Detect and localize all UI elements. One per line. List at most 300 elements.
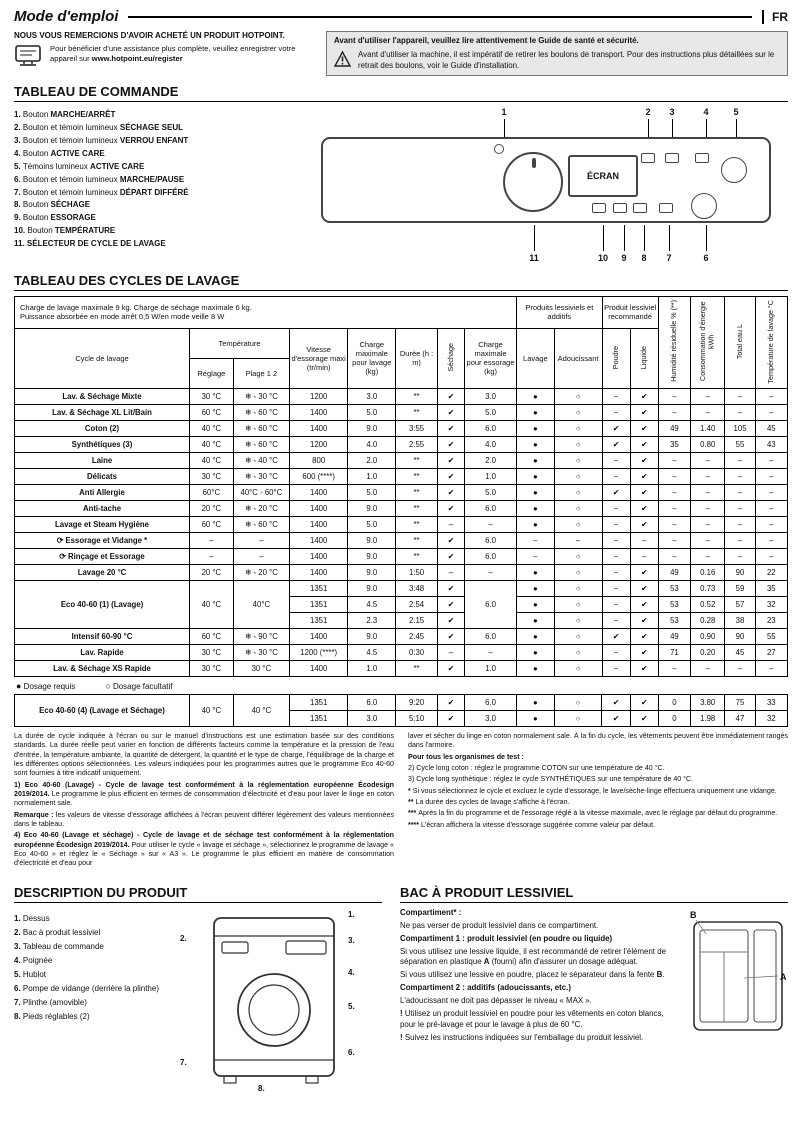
command-list-item: 10. Bouton TEMPÉRATURE xyxy=(14,226,116,236)
description-list-item: 2. Bac à produit lessiviel xyxy=(14,927,101,937)
knob-marker xyxy=(532,158,536,168)
cycle-value-cell: – xyxy=(190,532,234,548)
cycle-value-cell: ✔ xyxy=(630,388,658,404)
note-paragraph xyxy=(14,811,394,830)
text-segment: . xyxy=(662,970,665,980)
text-segment: Ne pas verser de produit lessiviel dans ce compartiment. xyxy=(400,920,599,930)
cycle-value-cell: – xyxy=(725,484,755,500)
cycle-value-cell: ❄ - 20 °C xyxy=(233,564,289,580)
cycle-value-cell: 30 °C xyxy=(190,388,234,404)
cycle-value-cell: 5.0 xyxy=(348,516,396,532)
detergent-drawer-diagram xyxy=(688,908,788,1040)
cycle-value-cell: ✔ xyxy=(437,580,464,596)
text-segment: Bouton xyxy=(22,200,51,210)
cycle-value-cell: 5.0 xyxy=(464,484,516,500)
cycle-value-cell: 105 xyxy=(725,420,755,436)
cycle-row xyxy=(15,468,788,484)
description-list-item: 1. Dessus xyxy=(14,913,50,923)
cycle-value-cell: 0.16 xyxy=(691,564,725,580)
cycle-value-cell: ○ xyxy=(554,612,602,628)
cycle-value-cell: 1:50 xyxy=(396,564,438,580)
text-segment: B xyxy=(656,970,663,980)
callout-number: 6 xyxy=(703,252,709,263)
text-segment: Après la fin du programme et de l'essorage réglé à la vitesse maximale, avec le réglage par défaut du programme. xyxy=(418,809,778,818)
dosage-facultatif-icon: ○ xyxy=(105,680,111,691)
callout-line xyxy=(624,225,625,251)
cycle-value-cell: ✔ xyxy=(630,596,658,612)
cycle-value-cell: – xyxy=(658,452,690,468)
cycle-value-cell: – xyxy=(755,500,787,516)
cycle-value-cell: 1351 xyxy=(290,694,348,710)
header-liquide xyxy=(630,328,658,388)
command-section xyxy=(14,107,788,265)
cycle-value-cell: – xyxy=(602,388,630,404)
cycle-value-cell: – xyxy=(190,548,234,564)
callout-line xyxy=(669,225,670,251)
cycle-value-cell: 40 °C xyxy=(190,436,234,452)
section-title-commande: TABLEAU DE COMMANDE xyxy=(14,84,788,102)
callout-number: 8 xyxy=(641,252,647,263)
cycle-value-cell: 40 °C xyxy=(190,452,234,468)
cycle-value-cell: 3.0 xyxy=(348,388,396,404)
legend-dosage-requis xyxy=(16,681,75,691)
cycle-value-cell: ● xyxy=(517,694,555,710)
cycle-value-cell: ✔ xyxy=(437,548,464,564)
cycle-name-cell: Anti Allergie xyxy=(15,484,190,500)
cycle-value-cell: – xyxy=(755,660,787,676)
register-url: www.hotpoint.eu/register xyxy=(91,54,183,64)
cycle-value-cell: 6.0 xyxy=(464,420,516,436)
panel-button xyxy=(659,203,673,213)
max-load-note-line1: Charge de lavage maximale 9 kg. Charge de séchage maximale 6 kg. xyxy=(20,303,252,313)
cycle-value-cell: 55 xyxy=(755,628,787,644)
cycle-value-cell: – xyxy=(233,532,289,548)
text-segment: *** xyxy=(408,809,419,818)
cycle-value-cell: 1351 xyxy=(290,596,348,612)
cycle-value-cell: ✔ xyxy=(630,644,658,660)
cycle-value-cell: – xyxy=(554,532,602,548)
control-panel xyxy=(321,137,771,223)
cycle-value-cell: 71 xyxy=(658,644,690,660)
cycle-value-cell: – xyxy=(691,532,725,548)
header-cycle: Cycle de lavage xyxy=(15,328,190,388)
cycle-value-cell: ● xyxy=(517,420,555,436)
callout-number: 7. xyxy=(180,1057,187,1067)
cycle-value-cell: – xyxy=(755,484,787,500)
header-temperature-lavage-label: Température de lavage °C xyxy=(766,299,776,384)
cycle-value-cell: ✔ xyxy=(630,420,658,436)
cycle-value-cell: 3.0 xyxy=(348,710,396,726)
cycle-value-cell: 0.80 xyxy=(691,436,725,452)
cycle-value-cell: ○ xyxy=(554,388,602,404)
cycle-value-cell: 22 xyxy=(755,564,787,580)
cycle-value-cell: ✔ xyxy=(602,484,630,500)
cycle-value-cell: 9.0 xyxy=(348,532,396,548)
cycle-value-cell: ○ xyxy=(554,500,602,516)
cycle-value-cell: 1351 xyxy=(290,580,348,596)
cycle-value-cell: ❄ - 30 °C xyxy=(233,388,289,404)
cycle-value-cell: 1.0 xyxy=(348,468,396,484)
text-segment: Compartiment* : xyxy=(400,907,462,917)
text-segment: SÉCHAGE SEUL xyxy=(119,122,183,132)
header-reglage: Réglage xyxy=(190,358,234,388)
cycle-value-cell: 5.0 xyxy=(348,404,396,420)
cycle-value-cell: 30 °C xyxy=(190,660,234,676)
cycle-value-cell: 2:55 xyxy=(396,436,438,452)
cycle-value-cell: 35 xyxy=(658,436,690,452)
cycle-value-cell: – xyxy=(658,468,690,484)
cycle-value-cell: – xyxy=(725,468,755,484)
cycle-value-cell: 20 °C xyxy=(190,564,234,580)
cycle-name-cell: Lav. & Séchage Mixte xyxy=(15,388,190,404)
dosage-requis-icon: ● xyxy=(16,680,22,691)
cycle-value-cell: 60 °C xyxy=(190,628,234,644)
text-segment: VERROU ENFANT xyxy=(119,135,189,145)
cycle-value-cell: ○ xyxy=(554,484,602,500)
text-segment: Le programme le plus efficient en termes de consommation d'électricité et d'eau pour laver le linge en coton normalement sale. xyxy=(14,789,394,808)
cycle-value-cell: 27 xyxy=(755,644,787,660)
cycle-value-cell: 40 °C xyxy=(190,694,234,726)
cycle-row xyxy=(15,500,788,516)
cycle-value-cell: ○ xyxy=(554,644,602,660)
description-section xyxy=(14,877,382,1104)
cycle-value-cell: ❄ - 20 °C xyxy=(233,500,289,516)
cycle-value-cell: 4.5 xyxy=(348,596,396,612)
cycle-value-cell: 0 xyxy=(658,694,690,710)
cycle-value-cell: 1400 xyxy=(290,564,348,580)
panel-button xyxy=(695,153,709,163)
cycle-value-cell: 75 xyxy=(725,694,755,710)
cycle-value-cell: 2:15 xyxy=(396,612,438,628)
header-temperature-lavage xyxy=(755,296,787,388)
cycle-value-cell: ✔ xyxy=(437,532,464,548)
callout-number: 3. xyxy=(348,935,355,945)
cycle-value-cell: – xyxy=(658,532,690,548)
cycle-value-cell: ✔ xyxy=(437,694,464,710)
note-paragraph xyxy=(14,732,394,779)
header-adoucissant: Adoucissant xyxy=(554,328,602,388)
cycle-value-cell: ✔ xyxy=(630,580,658,596)
max-load-note-line2: Puissance absorbée en mode arrêt 0,5 W/en mode veille 8 W xyxy=(20,312,225,322)
cycle-value-cell: 1400 xyxy=(290,420,348,436)
cycle-value-cell: – xyxy=(630,548,658,564)
cycle-row xyxy=(15,436,788,452)
text-segment: SÉCHAGE xyxy=(50,200,91,210)
cycle-value-cell: ○ xyxy=(554,564,602,580)
cycle-value-cell: – xyxy=(691,484,725,500)
cycle-value-cell: ** xyxy=(396,484,438,500)
cycle-value-cell: ● xyxy=(517,580,555,596)
text-segment: Bouton xyxy=(22,109,51,119)
cycle-value-cell: 800 xyxy=(290,452,348,468)
notes-left xyxy=(14,732,394,871)
cycle-value-cell: 3:55 xyxy=(396,420,438,436)
cycle-value-cell: 0 xyxy=(658,710,690,726)
cycle-value-cell: ❄ - 60 °C xyxy=(233,420,289,436)
cycle-value-cell: 30 °C xyxy=(190,644,234,660)
cycle-value-cell: ✔ xyxy=(437,388,464,404)
text-segment: ACTIVE CARE xyxy=(50,148,105,158)
cycle-value-cell: 49 xyxy=(658,420,690,436)
cycle-value-cell: ❄ - 40 °C xyxy=(233,452,289,468)
cycle-name-cell: ⟳ Essorage et Vidange * xyxy=(15,532,190,548)
cycle-value-cell: 9.0 xyxy=(348,420,396,436)
safety-notice-box xyxy=(326,31,788,76)
cycle-value-cell: ❄ - 90 °C xyxy=(233,628,289,644)
page-title: Mode d'emploi xyxy=(14,8,119,25)
cycle-value-cell: – xyxy=(755,532,787,548)
cycle-value-cell: 53 xyxy=(658,612,690,628)
cycle-value-cell: 1.0 xyxy=(464,468,516,484)
callout-number: 4 xyxy=(703,106,709,117)
cycle-value-cell: – xyxy=(755,452,787,468)
note-paragraph xyxy=(408,821,788,830)
callout-line xyxy=(504,119,505,137)
cycle-value-cell: 1400 xyxy=(290,404,348,420)
cycle-value-cell: – xyxy=(725,500,755,516)
cycle-value-cell: – xyxy=(602,404,630,420)
cycle-value-cell: – xyxy=(602,468,630,484)
text-segment: La durée des cycles de lavage s'affiche à l'écran. xyxy=(415,797,570,806)
description-item-label: Pieds réglables (2) xyxy=(22,1011,90,1021)
cycle-row xyxy=(15,580,788,596)
callout-line xyxy=(736,119,737,137)
register-text xyxy=(50,44,316,72)
cycle-value-cell: ● xyxy=(517,612,555,628)
header-poudre xyxy=(602,328,630,388)
cycle-value-cell: ○ xyxy=(554,468,602,484)
note-paragraph xyxy=(408,798,788,807)
cycle-value-cell: – xyxy=(725,452,755,468)
callout-line xyxy=(672,119,673,137)
cycle-value-cell: ❄ - 30 °C xyxy=(233,468,289,484)
cycle-value-cell: ● xyxy=(517,660,555,676)
cycle-row xyxy=(15,404,788,420)
cycle-value-cell: 3.0 xyxy=(464,388,516,404)
text-segment: MARCHE/ARRÊT xyxy=(50,109,116,119)
cycle-value-cell: 53 xyxy=(658,580,690,596)
cycle-value-cell: 23 xyxy=(755,612,787,628)
cycle-value-cell: – xyxy=(725,388,755,404)
callout-number: 8. xyxy=(258,1083,265,1093)
cycle-value-cell: 6.0 xyxy=(464,694,516,710)
cycle-value-cell: ○ xyxy=(554,660,602,676)
text-segment: SÉLECTEUR DE CYCLE DE LAVAGE xyxy=(26,239,166,249)
cycle-value-cell: – xyxy=(691,388,725,404)
cycle-value-cell: ○ xyxy=(554,548,602,564)
cycle-value-cell: ✔ xyxy=(630,404,658,420)
legend-dosage-facultatif-label: Dosage facultatif xyxy=(112,681,173,691)
cycle-value-cell: ✔ xyxy=(437,420,464,436)
callout-number: 9 xyxy=(621,252,627,263)
cycle-name-cell: Délicats xyxy=(15,468,190,484)
cycle-value-cell: 60 °C xyxy=(190,516,234,532)
description-item-label: Plinthe (amovible) xyxy=(22,997,87,1007)
cycle-value-cell: 3:48 xyxy=(396,580,438,596)
cycle-value-cell: 55 xyxy=(725,436,755,452)
description-item-label: Poignée xyxy=(22,955,53,965)
cycle-value-cell: – xyxy=(437,516,464,532)
cycle-value-cell: 47 xyxy=(725,710,755,726)
cycle-value-cell: – xyxy=(658,500,690,516)
cycle-value-cell: ● xyxy=(517,500,555,516)
cycle-value-cell: – xyxy=(658,404,690,420)
header-poudre-label: Poudre xyxy=(610,345,620,369)
cycle-value-cell: ● xyxy=(517,404,555,420)
text-segment: ** xyxy=(408,797,416,806)
cycle-value-cell: ✔ xyxy=(630,484,658,500)
cycle-value-cell: ✔ xyxy=(602,436,630,452)
cycle-row xyxy=(15,452,788,468)
language-badge: FR xyxy=(762,10,788,24)
cycle-value-cell: 2.0 xyxy=(464,452,516,468)
header-humidite-label: Humidité résiduelle % (**) xyxy=(669,300,679,383)
cycle-value-cell: 1200 xyxy=(290,388,348,404)
cycle-value-cell: ✔ xyxy=(602,694,630,710)
cycle-row xyxy=(15,516,788,532)
cycle-value-cell: 5.0 xyxy=(464,404,516,420)
cycle-value-cell: – xyxy=(725,660,755,676)
cycle-value-cell: ✔ xyxy=(630,710,658,726)
text-segment: Suivez les instructions indiquées sur l'emballage du produit lessiviel. xyxy=(404,1032,644,1042)
header-consommation-label: Consommation d'énergie kWh xyxy=(698,301,716,382)
panel-button xyxy=(665,153,679,163)
command-list-item: 5. Témoins lumineux ACTIVE CARE xyxy=(14,161,145,171)
safety-notice-title: Avant d'utiliser l'appareil, veuillez lire attentivement le Guide de santé et sécurité. xyxy=(334,36,639,45)
cycle-value-cell: ✔ xyxy=(437,710,464,726)
text-segment: Compartiment 1 : produit lessiviel (en poudre ou liquide) xyxy=(400,933,613,943)
cycle-value-cell: ** xyxy=(396,404,438,420)
cycle-value-cell: 38 xyxy=(725,612,755,628)
cycle-value-cell: 1351 xyxy=(290,710,348,726)
cycle-value-cell: ● xyxy=(517,452,555,468)
cycle-name-cell: Anti-tache xyxy=(15,500,190,516)
cycle-value-cell: – xyxy=(658,516,690,532)
cycle-value-cell: ** xyxy=(396,452,438,468)
text-segment: La durée de cycle indiquée à l'écran ou sur le manuel d'instructions est une estimation basée sur des conditions standards. La durée réelle peut varier en fonction de différents facteurs comme la température et la pression de l'eau d'entrée, la température ambiante, la quantité de détergent, la quantité et le type de charge, l'équilibrage de la charge et les différentes options sélectionnées. Les valeurs indiquées pour les programmes autres que le programme Eco 40-60 sont fournies à titre indicatif uniquement. xyxy=(14,731,394,778)
cycle-name-cell: Lav. & Séchage XS Rapide xyxy=(15,660,190,676)
text-segment: L'écran affichera la vitesse d'essorage suggérée comme valeur par défaut. xyxy=(421,820,656,829)
cycle-value-cell: ✔ xyxy=(437,660,464,676)
text-segment: laver et sécher du linge en coton normalement sale. À la fin du cycle, les vêtements peuvent être immédiatement rangés dans l'armoire. xyxy=(408,731,788,750)
callout-line xyxy=(706,119,707,137)
note-paragraph xyxy=(408,775,788,784)
callout-number: 6. xyxy=(348,1047,355,1057)
text-segment: DÉPART DIFFÉRÉ xyxy=(119,187,189,197)
cycle-row xyxy=(15,694,788,710)
cycle-value-cell: 43 xyxy=(755,436,787,452)
header-produit-recommande: Produit lessiviel recommandé xyxy=(602,296,658,328)
description-item-label: Dessus xyxy=(22,913,50,923)
note-paragraph xyxy=(14,831,394,868)
cycle-value-cell: 9.0 xyxy=(348,628,396,644)
cycle-value-cell: – xyxy=(725,548,755,564)
cycle-value-cell: – xyxy=(725,532,755,548)
text-segment: Bouton et témoin lumineux xyxy=(22,122,120,132)
callout-line xyxy=(648,119,649,137)
cycle-row xyxy=(15,532,788,548)
cycle-value-cell: – xyxy=(658,660,690,676)
cycle-value-cell: 45 xyxy=(755,420,787,436)
cycle-value-cell: ✔ xyxy=(630,452,658,468)
cycle-value-cell: 1400 xyxy=(290,500,348,516)
cycle-value-cell: – xyxy=(437,644,464,660)
register-text-pre: Pour bénéficier d'une assistance plus complète, veuillez enregistrer votre appareil sur xyxy=(50,44,296,64)
note-paragraph xyxy=(408,732,788,751)
cycle-value-cell: – xyxy=(755,404,787,420)
cycle-row xyxy=(15,548,788,564)
text-segment: 1) Eco 40-60 (Lavage) - Cycle de lavage test conformément à la réglementation européenne Écodesign 2019/2014. xyxy=(14,780,394,798)
cycle-value-cell: 35 xyxy=(755,580,787,596)
cycle-value-cell: 5.0 xyxy=(348,484,396,500)
command-list-item: 9. Bouton ESSORAGE xyxy=(14,213,96,223)
notes-right xyxy=(408,732,788,871)
section-title-bac: BAC À PRODUIT LESSIVIEL xyxy=(400,885,788,903)
cycle-value-cell: – xyxy=(755,388,787,404)
cycle-value-cell: 1400 xyxy=(290,548,348,564)
cycle-value-cell: – xyxy=(602,660,630,676)
washer-diagram xyxy=(180,908,380,1104)
intro-row xyxy=(14,31,788,76)
cycle-value-cell: – xyxy=(725,516,755,532)
callout-line xyxy=(603,225,604,251)
text-segment: Si vous utilisez une lessive liquide, il est recommandé de retirer l'élément de séparation en plastique xyxy=(400,946,666,967)
cycle-value-cell: – xyxy=(658,548,690,564)
cycle-value-cell: 4.0 xyxy=(464,436,516,452)
text-segment: L'adoucissant ne doit pas dépasser le niveau « MAX ». xyxy=(400,996,592,1006)
cycle-value-cell: 9.0 xyxy=(348,564,396,580)
cycle-value-cell: 6.0 xyxy=(464,628,516,644)
cycle-value-cell: 600 (****) xyxy=(290,468,348,484)
callout-line xyxy=(706,225,707,251)
cycle-value-cell: ● xyxy=(517,564,555,580)
header-lavage: Lavage xyxy=(517,328,555,388)
power-button-shape xyxy=(494,144,504,154)
cycle-row xyxy=(15,388,788,404)
cycle-value-cell: ● xyxy=(517,644,555,660)
description-list-item: 5. Hublot xyxy=(14,969,47,979)
text-segment: les valeurs de vitesse d'essorage affichées à l'écran peuvent différer légèrement des valeurs mentionnées dans le tableau. xyxy=(14,810,394,829)
cycle-value-cell: – xyxy=(602,452,630,468)
eco4-table-body xyxy=(15,694,788,726)
command-list-item: 8. Bouton SÉCHAGE xyxy=(14,200,91,210)
cycle-value-cell: 1400 xyxy=(290,532,348,548)
cycle-value-cell: ✔ xyxy=(630,468,658,484)
cycle-selector-knob xyxy=(503,152,563,212)
section-title-cycles: TABLEAU DES CYCLES DE LAVAGE xyxy=(14,273,788,291)
cycle-name-cell: Lavage 20 °C xyxy=(15,564,190,580)
text-segment: Bouton et témoin lumineux xyxy=(22,135,120,145)
cycle-value-cell: ✔ xyxy=(630,612,658,628)
callout-number: 10 xyxy=(597,252,608,263)
cycle-value-cell: – xyxy=(602,500,630,516)
section-title-description: DESCRIPTION DU PRODUIT xyxy=(14,885,382,903)
cycle-value-cell: 1351 xyxy=(290,612,348,628)
cycle-value-cell: 40°C - 60°C xyxy=(233,484,289,500)
header-charge-essorage: Charge maximale pour essorage (kg) xyxy=(464,328,516,388)
cycle-value-cell: 49 xyxy=(658,564,690,580)
text-segment: A xyxy=(483,957,490,967)
cycle-value-cell: 32 xyxy=(755,596,787,612)
warning-icon xyxy=(334,50,352,71)
cycle-value-cell: 6.0 xyxy=(464,548,516,564)
command-list-item: 11. SÉLECTEUR DE CYCLE DE LAVAGE xyxy=(14,239,166,249)
cycle-row xyxy=(15,628,788,644)
cycle-row xyxy=(15,564,788,580)
legend-dosage-requis-label: Dosage requis xyxy=(23,681,76,691)
cycle-value-cell: ✔ xyxy=(437,500,464,516)
cycle-value-cell: 0.20 xyxy=(691,644,725,660)
